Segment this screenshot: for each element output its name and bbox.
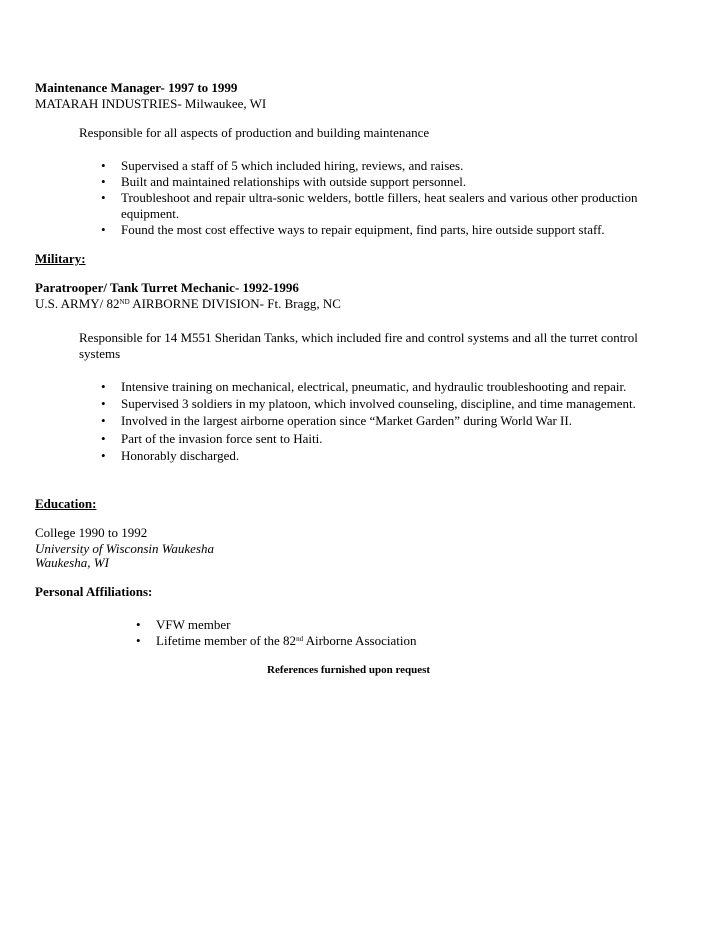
bullet-marker: • — [101, 448, 106, 463]
military-bullet: Part of the invasion force sent to Haiti. — [121, 431, 323, 446]
job-bullet: Found the most cost effective ways to repair equipment, find parts, hire outside support staff. — [121, 222, 605, 237]
military-title: Paratrooper/ Tank Turret Mechanic- 1992-1996 — [35, 280, 299, 295]
job-title: Maintenance Manager- 1997 to 1999 — [35, 80, 238, 95]
military-summary: Responsible for 14 M551 Sheridan Tanks, which included fire and control systems and all the turret control — [79, 330, 638, 345]
education-location: Waukesha, WI — [35, 555, 109, 570]
bullet-marker: • — [101, 174, 106, 189]
job-bullet: Built and maintained relationships with outside support personnel. — [121, 174, 467, 189]
job-bullet: Supervised a staff of 5 which included hiring, reviews, and raises. — [121, 158, 464, 173]
military-unit-prefix: U.S. ARMY/ 82 — [35, 296, 120, 311]
affiliation-item-suffix: Airborne Association — [303, 633, 417, 648]
affiliation-item-prefix: Lifetime member of the 82 — [156, 633, 297, 648]
military-unit — [35, 296, 341, 312]
military-summary-continuation: systems — [79, 346, 121, 361]
military-heading: Military: — [35, 251, 86, 266]
affiliation-item-sup: nd — [296, 635, 304, 643]
references-note: References furnished upon request — [267, 664, 431, 676]
military-bullet: Supervised 3 soldiers in my platoon, which involved counseling, discipline, and time management. — [121, 396, 636, 411]
job-company: MATARAH INDUSTRIES- Milwaukee, WI — [35, 96, 267, 111]
military-unit-sup: ND — [119, 298, 130, 306]
job-summary: Responsible for all aspects of production and building maintenance — [79, 125, 430, 140]
job-bullet-continuation: equipment. — [121, 206, 180, 221]
bullet-marker: • — [136, 633, 141, 648]
military-bullet: Intensive training on mechanical, electrical, pneumatic, and hydraulic troubleshooting and repair. — [121, 379, 627, 394]
bullet-marker: • — [101, 396, 106, 411]
affiliation-item: VFW member — [156, 617, 231, 632]
military-bullet: Honorably discharged. — [121, 448, 240, 463]
education-degree: College 1990 to 1992 — [35, 525, 148, 540]
bullet-marker: • — [101, 431, 106, 446]
bullet-marker: • — [101, 158, 106, 173]
bullet-marker: • — [136, 617, 141, 632]
military-bullet: Involved in the largest airborne operation since “Market Garden” during World War II. — [121, 413, 572, 428]
bullet-marker: • — [101, 222, 106, 237]
affiliations-heading: Personal Affiliations: — [35, 584, 153, 599]
education-heading: Education: — [35, 496, 97, 511]
education-school: University of Wisconsin Waukesha — [35, 541, 214, 556]
bullet-marker: • — [101, 190, 106, 205]
affiliation-item — [156, 633, 416, 649]
military-unit-suffix: AIRBORNE DIVISION- Ft. Bragg, NC — [129, 296, 341, 311]
bullet-marker: • — [101, 379, 106, 394]
job-bullet: Troubleshoot and repair ultra-sonic welders, bottle fillers, heat sealers and various other production — [121, 190, 638, 205]
bullet-marker: • — [101, 413, 106, 428]
